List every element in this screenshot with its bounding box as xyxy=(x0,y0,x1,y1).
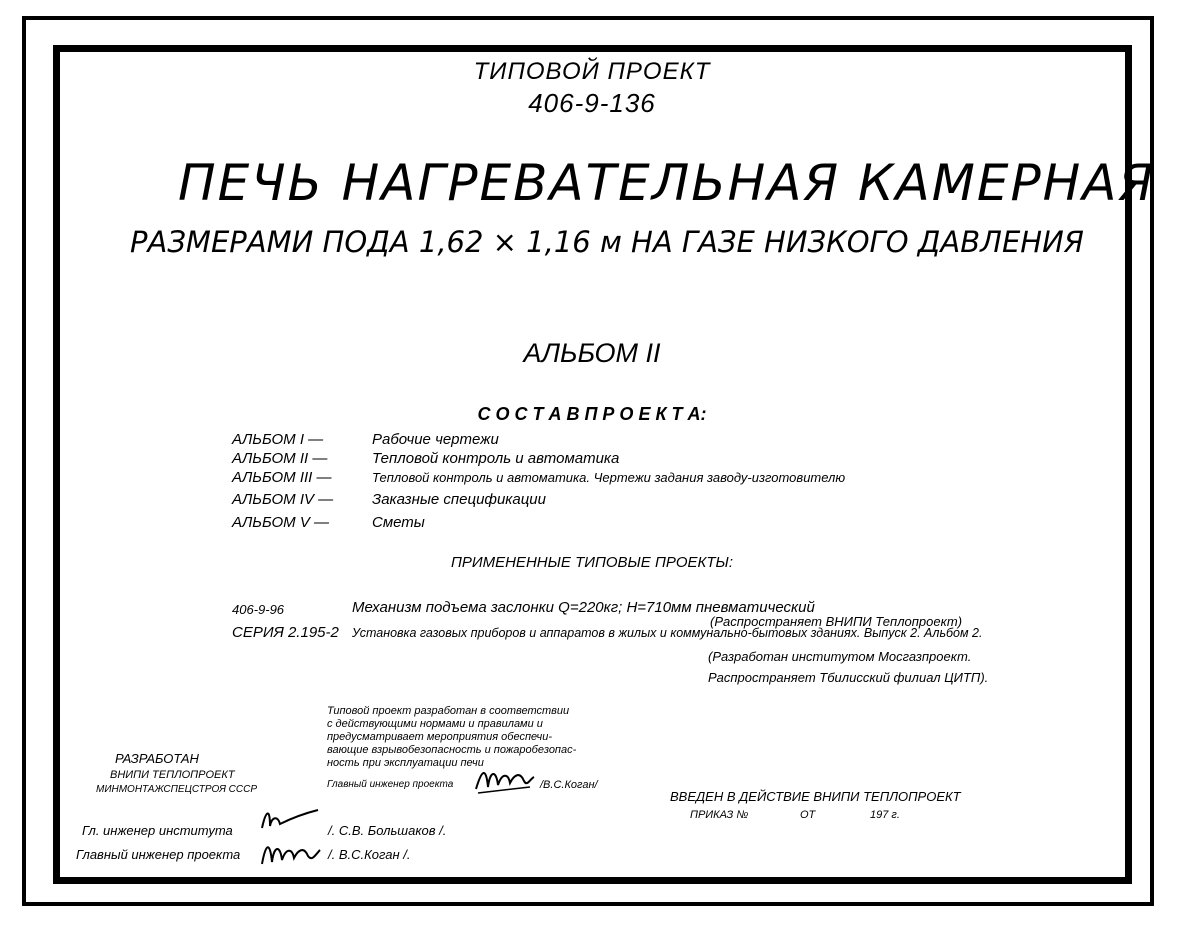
project-type-label: ТИПОВОЙ ПРОЕКТ xyxy=(473,58,711,85)
enacted-order: ПРИКАЗ № xyxy=(690,809,749,821)
applied-text-1: Механизм подъема заслонки Q=220кг; H=710мм пневматический xyxy=(352,599,815,616)
chief-engineer-line: Главный инженер проекта xyxy=(327,779,454,790)
enacted-from: ОТ xyxy=(800,809,816,821)
developer-org-2: МИНМОНТАЖСПЕЦСТРОЯ СССР xyxy=(96,784,257,795)
compliance-line-1: Типовой проект разработан в соответствии xyxy=(327,705,570,717)
composition-album-4: АЛЬБОМ IV — xyxy=(232,491,334,508)
composition-heading: С О С Т А В П Р О Е К Т А: xyxy=(477,404,707,424)
composition-album-3: АЛЬБОМ III — xyxy=(232,469,332,486)
compliance-line-2: с действующими нормами и правилами и xyxy=(327,718,543,730)
kogan-signature xyxy=(258,836,322,870)
composition-text-4: Заказные спецификации xyxy=(372,491,546,508)
developer-label: РАЗРАБОТАН xyxy=(115,751,199,766)
composition-text-3: Тепловой контроль и автоматика. Чертежи задания заводу-изготовителю xyxy=(372,470,846,485)
composition-album-5: АЛЬБОМ V — xyxy=(232,514,329,531)
bolshakov-signature xyxy=(258,806,322,836)
signature-role-2: Главный инженер проекта xyxy=(76,847,241,862)
composition-text-1: Рабочие чертежи xyxy=(372,431,499,448)
compliance-line-4: вающие взрывобезопасность и пожаробезопас- xyxy=(327,744,577,756)
enacted-line: ВВЕДЕН В ДЕЙСТВИЕ ВНИПИ ТЕПЛОПРОЕКТ xyxy=(670,789,961,804)
album-label: АЛЬБОМ II xyxy=(523,338,661,368)
applied-note-3: Распространяет Тбилисский филиал ЦИТП). xyxy=(708,670,989,685)
applied-text-2: Установка газовых приборов и аппаратов в жилых и коммунально-бытовых зданиях. Выпуск 2. Альбом 2. xyxy=(352,626,983,640)
signature-name-1: /. С.В. Большаков /. xyxy=(328,823,447,838)
applied-note-2: (Разработан институтом Мосгазпроект. xyxy=(708,649,972,664)
composition-album-2: АЛЬБОМ II — xyxy=(232,450,328,467)
applied-heading: ПРИМЕНЕННЫЕ ТИПОВЫЕ ПРОЕКТЫ: xyxy=(451,554,733,571)
composition-album-1: АЛЬБОМ I — xyxy=(232,431,324,448)
composition-text-2: Тепловой контроль и автоматика xyxy=(372,450,620,467)
developer-org-1: ВНИПИ ТЕПЛОПРОЕКТ xyxy=(110,769,235,781)
signature-name-2: /. В.С.Коган /. xyxy=(328,847,411,862)
signature-role-1: Гл. инженер института xyxy=(82,823,233,838)
applied-code-2: СЕРИЯ 2.195-2 xyxy=(232,624,339,641)
applied-code-1: 406-9-96 xyxy=(232,602,285,617)
composition-text-5: Сметы xyxy=(372,514,425,531)
page-subtitle: РАЗМЕРАМИ ПОДА 1,62 × 1,16 м НА ГАЗЕ НИЗКОГО ДАВЛЕНИЯ xyxy=(130,225,1084,259)
project-number: 406-9-136 xyxy=(528,88,656,118)
chief-engineer-name: /В.С.Коган/ xyxy=(540,779,598,791)
applied-note-1: (Распространяет ВНИПИ Теплопроект) xyxy=(710,614,963,629)
chief-engineer-signature xyxy=(472,763,536,797)
compliance-line-3: предусматривает мероприятия обеспечи- xyxy=(327,731,552,743)
enacted-year: 197 г. xyxy=(870,809,900,821)
page-title: ПЕЧЬ НАГРЕВАТЕЛЬНАЯ КАМЕРНАЯ xyxy=(178,154,1156,212)
compliance-line-5: ность при эксплуатации печи xyxy=(327,757,484,769)
